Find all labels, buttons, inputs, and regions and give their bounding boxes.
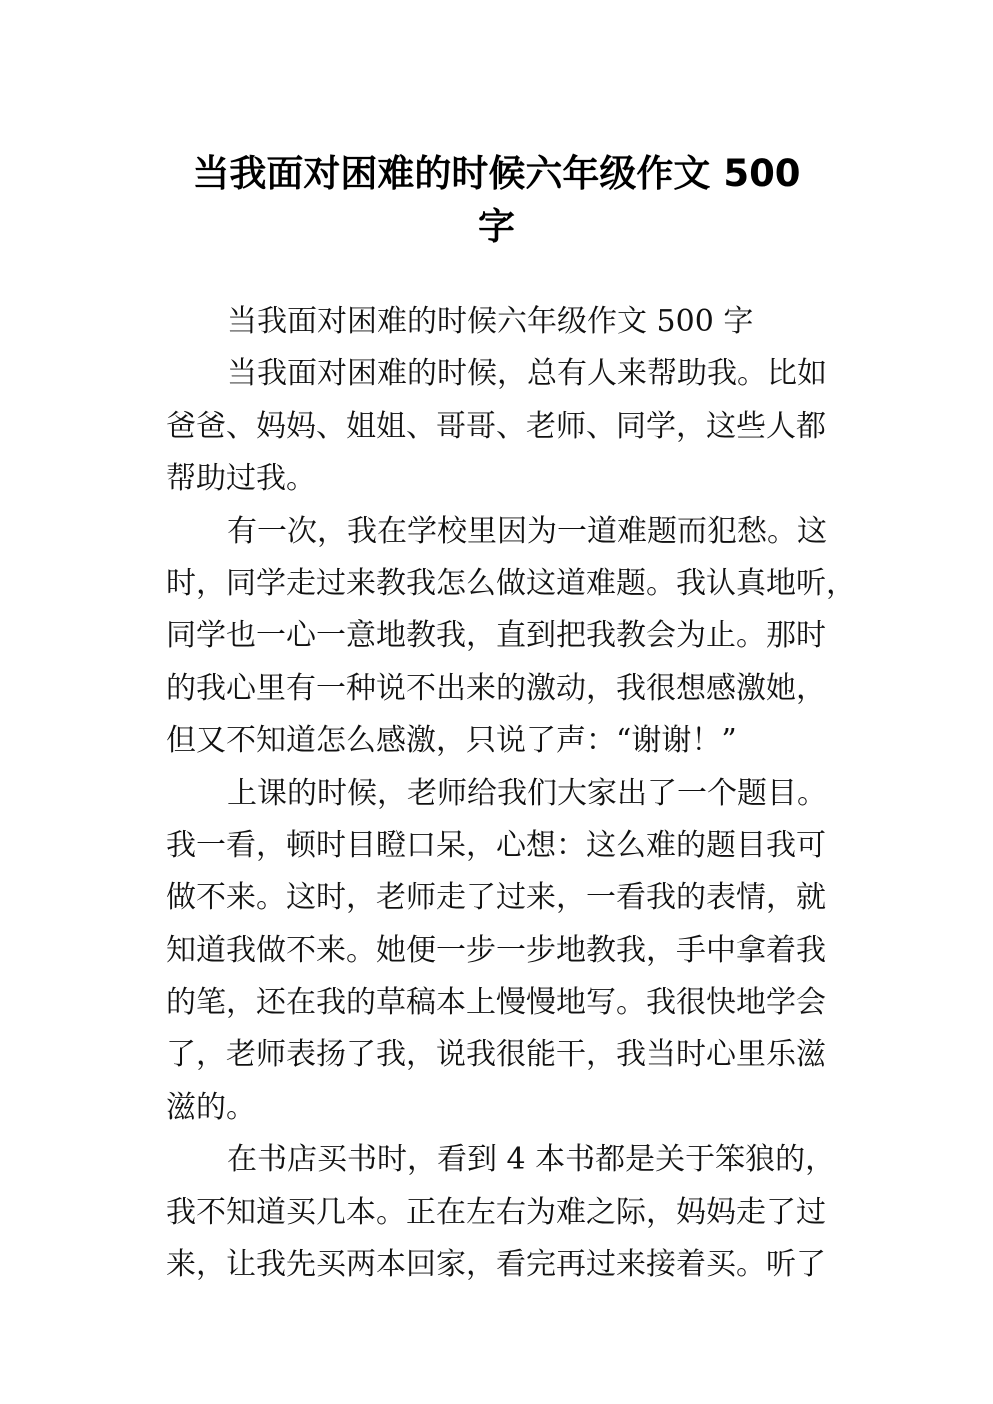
paragraph-4-line-1: 在书店买书时，看到 4 本书都是关于笨狼的， [227,1142,836,1178]
paragraph-3-line-5: 的笔，还在我的草稿本上慢慢地写。我很快地学会 [166,985,826,1021]
paragraph-3-line-3: 做不来。这时，老师走了过来，一看我的表情，就 [166,880,826,916]
document-body [166,296,866,1291]
paragraph-1-line-3: 帮助过我。 [166,461,316,497]
paragraph-3-line-7: 滋的。 [166,1089,256,1125]
paragraph-1-line-2: 爸爸、妈妈、姐姐、哥哥、老师、同学，这些人都 [166,408,826,444]
subtitle-line: 当我面对困难的时候六年级作文 500 字 [227,304,754,339]
paragraph-2-line-4: 的我心里有一种说不出来的激动，我很想感激她， [166,670,826,706]
paragraph-2-line-3: 同学也一心一意地教我，直到把我教会为止。那时 [166,618,826,654]
paragraph-2-line-5: 但又不知道怎么感激，只说了声：“谢谢！” [166,723,737,759]
paragraph-3-line-2: 我一看，顿时目瞪口呆，心想：这么难的题目我可 [166,827,826,863]
paragraph-4-line-3: 来，让我先买两本回家，看完再过来接着买。听了 [166,1247,826,1283]
paragraph-4-line-2: 我不知道买几本。正在左右为难之际，妈妈走了过 [166,1194,826,1230]
paragraph-3-line-4: 知道我做不来。她便一步一步地教我，手中拿着我 [166,932,826,968]
paragraph-2-line-2: 时，同学走过来教我怎么做这道难题。我认真地听， [166,565,856,601]
paragraph-2-line-1: 有一次，我在学校里因为一道难题而犯愁。这 [227,513,827,549]
title-line-1: 当我面对困难的时候六年级作文 500 [192,151,801,195]
paragraph-3-line-6: 了，老师表扬了我，说我很能干，我当时心里乐滋 [166,1037,826,1073]
paragraph-1-line-1: 当我面对困难的时候，总有人来帮助我。比如 [227,356,827,392]
title-line-2: 字 [478,204,515,248]
document-title [0,147,993,253]
paragraph-3-line-1: 上课的时候，老师给我们大家出了一个题目。 [227,775,827,811]
